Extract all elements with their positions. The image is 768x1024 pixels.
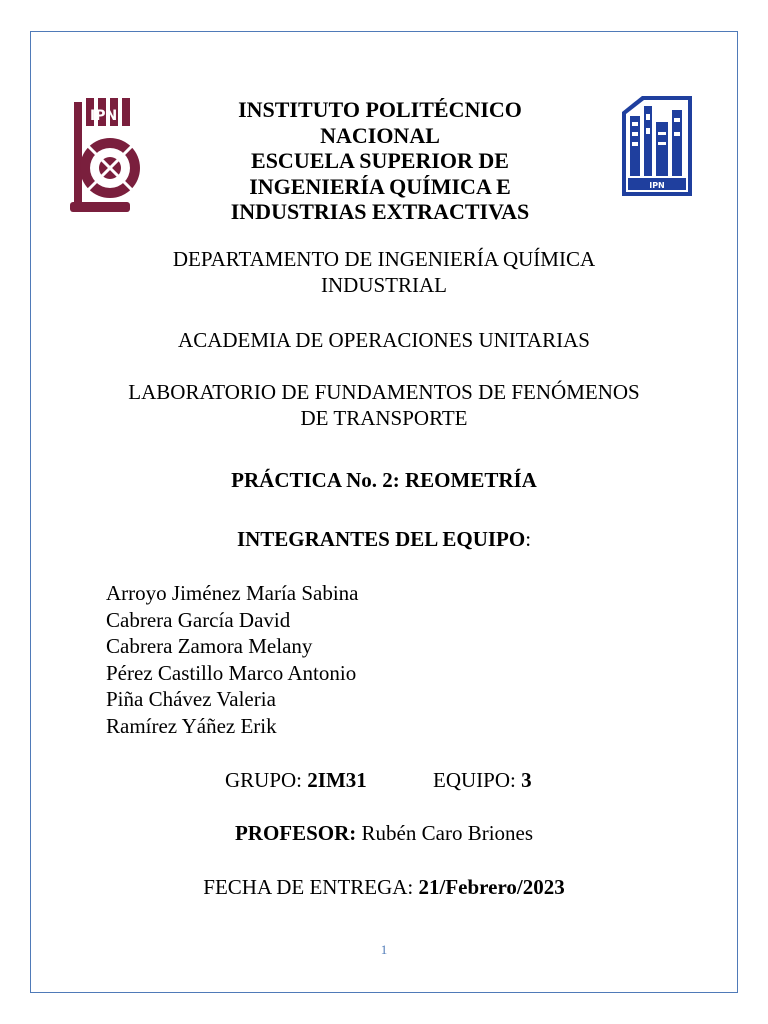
ipn-logo-icon — [66, 98, 142, 218]
group-label: GRUPO: — [225, 768, 308, 792]
laboratory-line-1: LABORATORIO DE FUNDAMENTOS DE FENÓMENOS — [128, 380, 640, 404]
team-heading-label: INTEGRANTES DEL EQUIPO — [236, 527, 526, 551]
team-label: EQUIPO: — [433, 768, 522, 792]
due-date-value: 21/Febrero/2023 — [418, 875, 565, 899]
team-value: 3 — [521, 768, 532, 792]
member-item: Pérez Castillo Marco Antonio — [106, 660, 357, 685]
esiqie-logo-caption: IPN — [649, 181, 665, 190]
professor-line — [0, 820, 768, 846]
group-value: 2IM31 — [307, 768, 367, 792]
academy: ACADEMIA DE OPERACIONES UNITARIAS — [178, 328, 590, 352]
due-date-label: FECHA DE ENTREGA: — [203, 875, 419, 899]
department-line-1: DEPARTAMENTO DE INGENIERÍA QUÍMICA — [172, 247, 596, 271]
department-line-2: INDUSTRIAL — [321, 273, 447, 297]
team-heading — [0, 526, 768, 552]
page-number: 1 — [380, 942, 388, 957]
member-item: Cabrera Zamora Melany — [106, 634, 313, 659]
due-date-line — [0, 874, 768, 900]
group-line — [225, 767, 367, 793]
professor-label: PROFESOR: — [234, 821, 357, 845]
institution-title — [150, 97, 610, 225]
team-line — [433, 767, 532, 793]
members-list — [106, 580, 359, 740]
practice-title: PRÁCTICA No. 2: REOMETRÍA — [231, 468, 537, 492]
esiqie-logo-icon — [618, 92, 696, 198]
professor-name: Rubén Caro Briones — [356, 821, 534, 845]
member-item: Cabrera García David — [106, 607, 291, 632]
institute-line-1: INSTITUTO POLITÉCNICO — [238, 97, 522, 122]
laboratory-line-2: DE TRANSPORTE — [300, 406, 468, 430]
institute-line-2: NACIONAL — [320, 122, 440, 148]
team-heading-colon: : — [525, 527, 532, 551]
school-line-3: INDUSTRIAS EXTRACTIVAS — [230, 199, 530, 224]
school-line-1: ESCUELA SUPERIOR DE — [251, 148, 509, 173]
member-item: Arroyo Jiménez María Sabina — [106, 581, 359, 605]
member-item: Ramírez Yáñez Erik — [106, 713, 277, 738]
ipn-logo-text: IPN — [90, 108, 118, 124]
member-item: Piña Chávez Valeria — [106, 687, 276, 712]
school-line-2: INGENIERÍA QUÍMICA E — [249, 173, 511, 199]
